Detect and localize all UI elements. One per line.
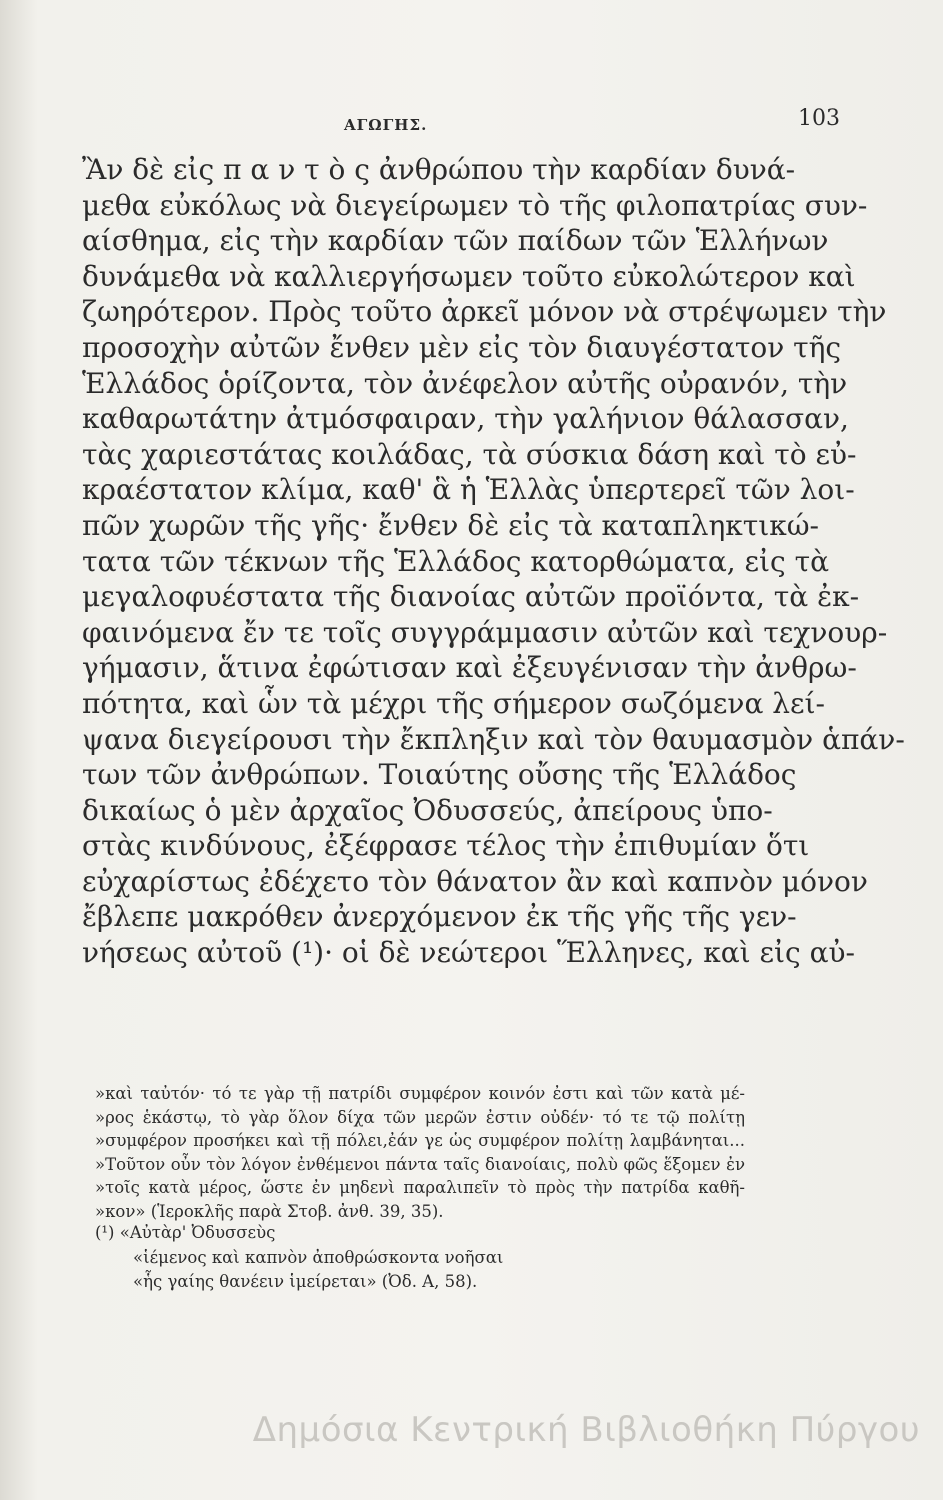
running-title: ΑΓΩΓΗΣ. [344, 116, 428, 134]
footnote-line: »ρος ἑκάστῳ, τὸ γὰρ ὅλον δίχα τῶν μερῶν ἐστιν οὐδέν· τό τε τῷ πολίτῃ [95, 1107, 745, 1127]
text-line: ψανα διεγείρουσι τὴν ἔκπληξιν καὶ τὸν θαυμασμὸν ἁπάν- [82, 722, 905, 756]
text-line: κραέστατον κλίμα, καθ' ἃ ἡ Ἑλλὰς ὑπερτερεῖ τῶν λοι- [82, 473, 855, 507]
footnote-line: «ἱέμενος καὶ καπνὸν ἀποθρώσκοντα νοῆσαι [133, 1247, 504, 1267]
main-text [82, 152, 905, 971]
footnote-line: »τοῖς κατὰ μέρος, ὥστε ἐν μηδενὶ παραλιπεῖν τὸ πρὸς τὴν πατρίδα καθῆ- [95, 1178, 745, 1198]
text-line: τατα τῶν τέκνων τῆς Ἑλλάδος κατορθώματα, εἰς τὰ [82, 544, 829, 578]
running-head [0, 100, 943, 140]
footnote-continuation [95, 1082, 745, 1224]
text-line: εὐχαρίστως ἐδέχετο τὸν θάνατον ἂν καὶ καπνὸν μόνον [82, 864, 868, 898]
text-line: δικαίως ὁ μὲν ἀρχαῖος Ὀδυσσεύς, ἀπείρους ὑπο- [82, 793, 773, 827]
text-line: αίσθημα, εἰς τὴν καρδίαν τῶν παίδων τῶν Ἑλλήνων [82, 224, 829, 258]
text-line: ζωηρότερον. Πρὸς τοῦτο ἀρκεῖ μόνον νὰ στρέψωμεν τὴν [82, 295, 887, 329]
page-number: 103 [798, 106, 840, 131]
text-line: ἔβλεπε μακρόθεν ἀνερχόμενον ἐκ τῆς γῆς τῆς γεν- [82, 900, 797, 934]
text-line: τὰς χαριεστάτας κοιλάδας, τὰ σύσκια δάση καὶ τὸ εὐ- [82, 437, 857, 471]
footnote-line: »κον» (Ἱεροκλῆς παρὰ Στοβ. ἀνθ. 39, 35). [95, 1201, 444, 1221]
text-line: Ἂν δὲ εἰς π α ν τ ὸ ς ἀνθρώπου τὴν καρδίαν δυνά- [82, 153, 796, 186]
text-line: νήσεως αὐτοῦ (¹)· οἱ δὲ νεώτεροι Ἕλληνες, καὶ εἰς αὐ- [82, 936, 855, 970]
text-line: φαινόμενα ἔν τε τοῖς συγγράμμασιν αὐτῶν καὶ τεχνουρ- [82, 615, 888, 649]
text-line: μεθα εὐκόλως νὰ διεγείρωμεν τὸ τῆς φιλοπατρίας συν- [82, 188, 868, 222]
text-line: πῶν χωρῶν τῆς γῆς· ἔνθεν δὲ εἰς τὰ καταπληκτικώ- [82, 508, 819, 542]
text-line: δυνάμεθα νὰ καλλιεργήσωμεν τοῦτο εὐκολώτερον καὶ [82, 259, 856, 293]
text-line: στὰς κινδύνους, ἐξέφρασε τέλος τὴν ἐπιθυμίαν ὅτι [82, 829, 810, 863]
text-line: γήμασιν, ἅτινα ἐφώτισαν καὶ ἐξευγένισαν τὴν ἀνθρω- [82, 651, 857, 685]
footnote-line: «ἧς γαίης θανέειν ἱμείρεται» (Ὀδ. Α, 58). [133, 1272, 478, 1291]
text-line: πότητα, καὶ ὧν τὰ μέχρι τῆς σήμερον σωζόμενα λεί- [82, 686, 825, 720]
footnote-line: (¹) «Αὐτὰρ' Ὀδυσσεὺς [95, 1223, 276, 1242]
footnote-line: »καὶ ταὐτόν· τό τε γὰρ τῇ πατρίδι συμφέρον κοινόν ἐστι καὶ τῶν κατὰ μέ- [95, 1084, 745, 1103]
footnote-line: »συμφέρον προσήκει καὶ τῇ πόλει,ἐάν γε ὡς συμφέρον πολίτῃ λαμβάνηται... [95, 1131, 745, 1151]
text-line: Ἑλλάδος ὁρίζοντα, τὸν ἀνέφελον αὐτῆς οὐρανόν, τὴν [82, 366, 848, 400]
text-line: των τῶν ἀνθρώπων. Τοιαύτης οὔσης τῆς Ἑλλάδος [82, 758, 797, 792]
text-line: προσοχὴν αὐτῶν ἔνθεν μὲν εἰς τὸν διαυγέστατον τῆς [82, 330, 842, 364]
text-line: μεγαλοφυέστατα τῆς διανοίας αὐτῶν προϊόντα, τὰ ἐκ- [82, 580, 860, 614]
library-watermark: Δημόσια Κεντρική Βιβλιοθήκη Πύργου [252, 1410, 920, 1450]
footnote-line: »Τοῦτον οὖν τὸν λόγον ἐνθέμενοι πάντα ταῖς διανοίαις, πολὺ φῶς ἕξομεν ἐν [95, 1154, 745, 1174]
footnote-1 [95, 1221, 745, 1295]
text-line: καθαρωτάτην ἀτμόσφαιραν, τὴν γαλήνιον θάλασσαν, [82, 402, 849, 436]
